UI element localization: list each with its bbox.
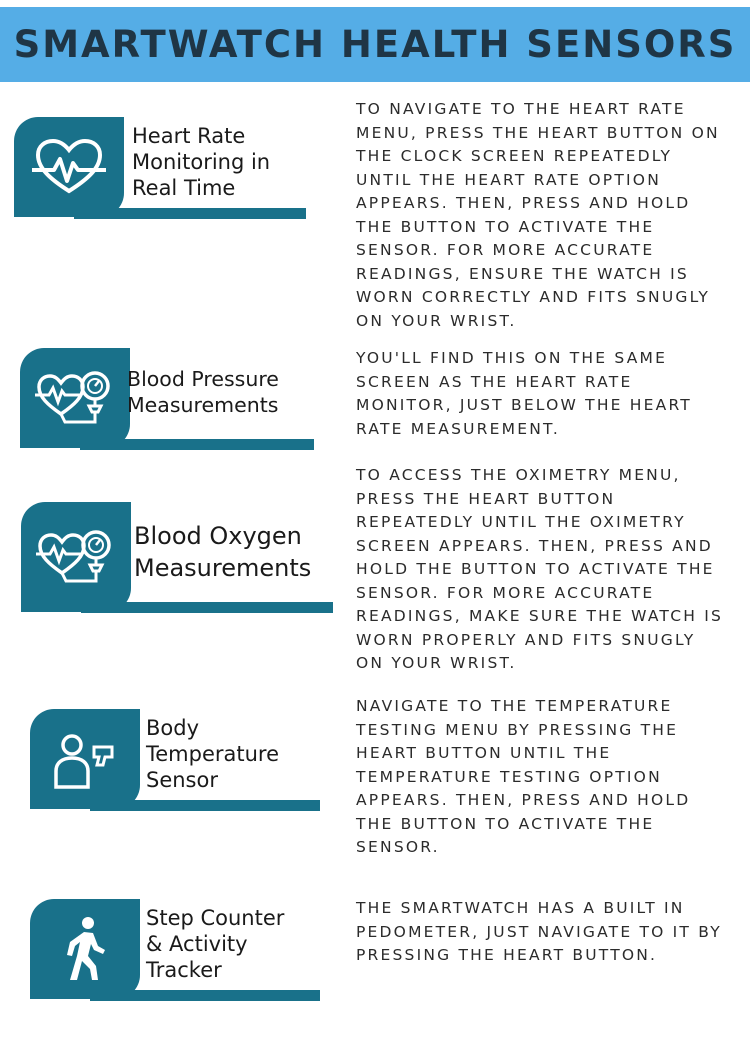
section-description: TO NAVIGATE TO THE HEART RATE MENU, PRESS THE HEART BUTTON ON THE CLOCK SCREEN REPEATEDLY UNTIL THE HEART RATE OPTION APPEARS. THEN, PRESS AND HOLD THE BUTTON TO ACTIVATE THE SENSOR. FOR MORE ACCURATE READINGS, ENSURE THE WATCH IS WORN CORRECTLY AND FITS SNUGLY ON YOUR WRIST. — [356, 100, 720, 330]
section-description: THE SMARTWATCH HAS A BUILT IN PEDOMETER, JUST NAVIGATE TO IT BY PRESSING THE HEART BUTTON. — [356, 899, 722, 964]
badge-step-counter — [30, 899, 320, 1002]
badge-heart-rate — [14, 117, 306, 220]
badge-blood-pressure — [20, 348, 314, 451]
section-label: Body Temperature Sensor — [146, 716, 280, 792]
section-label: Blood Pressure Measurements — [127, 367, 279, 417]
section-label: Step Counter & Activity Tracker — [146, 906, 285, 982]
walking-person-icon — [60, 916, 110, 982]
section-description: YOU'LL FIND THIS ON THE SAME SCREEN AS THE HEART RATE MONITOR, JUST BELOW THE HEART RATE MEASUREMENT. — [356, 349, 692, 438]
badge-body-temperature — [30, 709, 320, 812]
title-banner — [0, 7, 750, 82]
blood-oxygen-icon — [36, 525, 116, 589]
section-label: Heart Rate Monitoring in Real Time — [132, 124, 271, 200]
section-label: Blood Oxygen Measurements — [134, 522, 312, 582]
section-description: NAVIGATE TO THE TEMPERATURE TESTING MENU BY PRESSING THE HEART BUTTON UNTIL THE TEMPERATURE TESTING OPTION APPEARS. THEN, PRESS AND HOLD THE BUTTON TO ACTIVATE THE SENSOR. — [356, 697, 691, 856]
page-title: SMARTWATCH HEALTH SENSORS — [13, 23, 737, 66]
section-description: TO ACCESS THE OXIMETRY MENU, PRESS THE HEART BUTTON REPEATEDLY UNTIL THE OXIMETRY SCREEN APPEARS. THEN, PRESS AND HOLD THE BUTTON TO ACTIVATE THE SENSOR. FOR MORE ACCURATE READINGS, MAKE SURE THE WATCH IS WORN PROPERLY AND FITS SNUGLY ON YOUR WRIST. — [356, 466, 724, 672]
thermometer-person-icon — [50, 727, 120, 791]
badge-blood-oxygen — [21, 502, 333, 615]
heart-pulse-icon — [30, 137, 108, 197]
blood-pressure-icon — [35, 366, 115, 430]
